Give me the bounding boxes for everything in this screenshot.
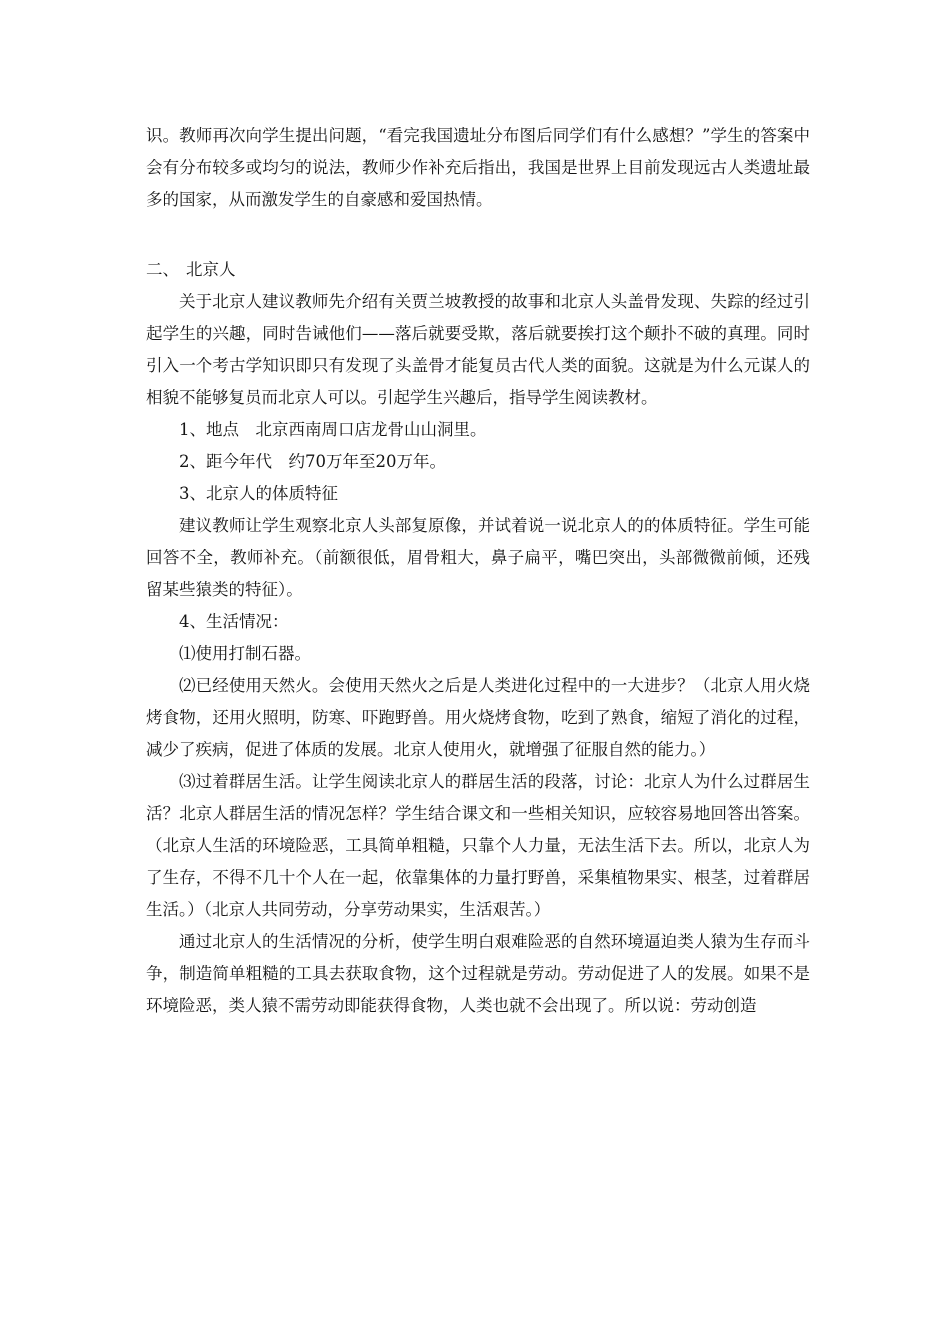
section-heading bbox=[146, 254, 810, 286]
paragraph-labor-analysis: 通过北京人的生活情况的分析，使学生明白艰难险恶的自然环境逼迫类人猿为生存而斗争，制造简单粗糙的工具去获取食物，这个过程就是劳动。劳动促进了人的发展。如果不是环境险恶，类人猿不需劳动即能获得食物，人类也就不会出现了。所以说：劳动创造 bbox=[146, 932, 810, 1015]
paragraph-peking-man-intro: 关于北京人建议教师先介绍有关贾兰坡教授的故事和北京人头盖骨发现、失踪的经过引起学生的兴趣，同时告诫他们——落后就要受欺，落后就要挨打这个颠扑不破的真理。同时引入一个考古学知识即只有发现了头盖骨才能复员古代人类的面貌。这就是为什么元谋人的相貌不能够复员而北京人可以。引起学生兴趣后，指导学生阅读教材。 bbox=[146, 292, 810, 407]
list-item-physical-traits: 3、北京人的体质特征 bbox=[179, 484, 338, 503]
sub-item-stone-tools: ⑴使用打制石器。 bbox=[179, 644, 311, 663]
section-title: 北京人 bbox=[186, 260, 236, 279]
list-item-location: 1、地点 北京西南周口店龙骨山山洞里。 bbox=[179, 420, 487, 439]
section-number: 二、 bbox=[146, 260, 179, 279]
sub-item-group-living: ⑶过着群居生活。让学生阅读北京人的群居生活的段落，讨论：北京人为什么过群居生活？北京人群居生活的情况怎样？学生结合课文和一些相关知识，应较容易地回答出答案。（北京人生活的环境险恶，工具简单粗糙，只靠个人力量，无法生活下去。所以，北京人为了生存，不得不几十个人在一起，依靠集体的力量打野兽，采集植物果实、根茎，过着群居生活。）（北京人共同劳动，分享劳动果实，生活艰苦。） bbox=[146, 772, 810, 919]
list-item-age: 2、距今年代 约70万年至20万年。 bbox=[179, 452, 446, 471]
paragraph-physical-traits: 建议教师让学生观察北京人头部复原像，并试着说一说北京人的的体质特征。学生可能回答不全，教师补充。（前额很低，眉骨粗大，鼻子扁平，嘴巴突出，头部微微前倾，还残留某些猿类的特征）。 bbox=[146, 516, 810, 599]
document-body bbox=[146, 120, 810, 1022]
sub-item-use-of-fire: ⑵已经使用天然火。会使用天然火之后是人类进化过程中的一大进步？（北京人用火烧烤食物，还用火照明，防寒、吓跑野兽。用火烧烤食物，吃到了熟食，缩短了消化的过程，减少了疾病，促进了体质的发展。北京人使用火，就增强了征服自然的能力。） bbox=[146, 676, 810, 759]
paragraph-intro-continued: 识。教师再次向学生提出问题，“看完我国遗址分布图后同学们有什么感想？”学生的答案中会有分布较多或均匀的说法，教师少作补充后指出，我国是世界上目前发现远古人类遗址最多的国家，从而激发学生的自豪感和爱国热情。 bbox=[146, 126, 810, 209]
list-item-living-conditions: 4、生活情况： bbox=[179, 612, 289, 631]
